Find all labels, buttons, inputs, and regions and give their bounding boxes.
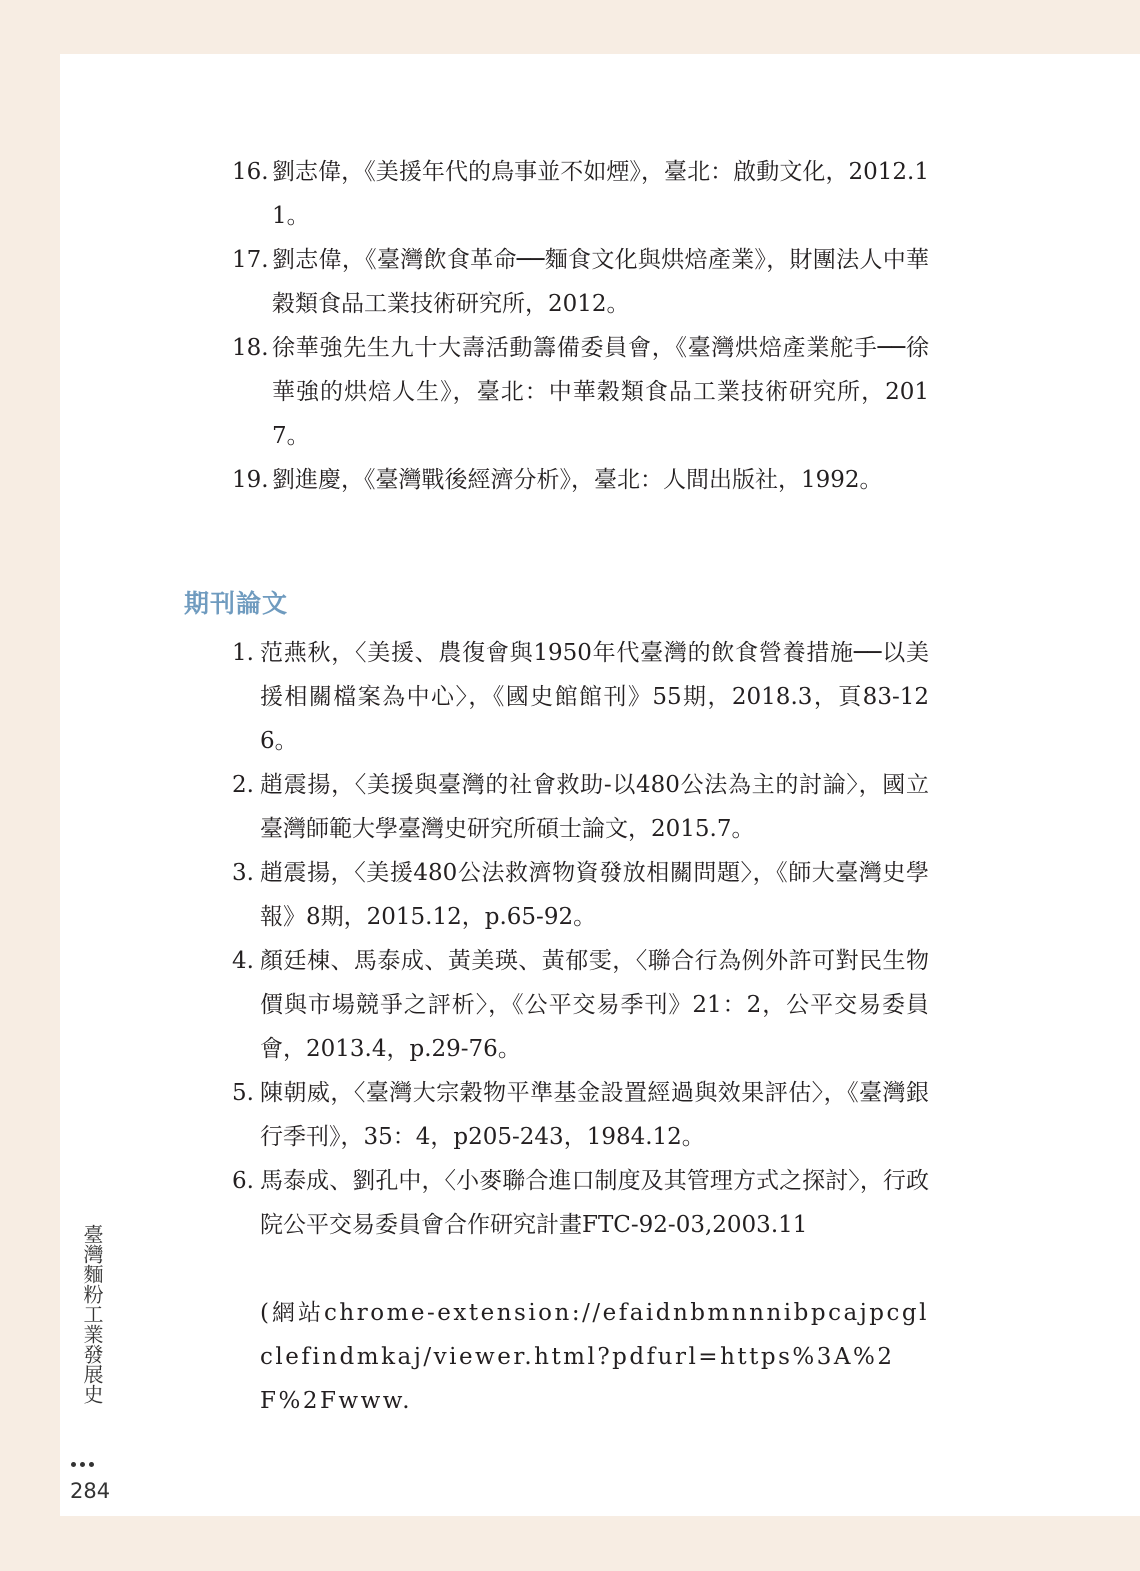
reference-item [232,458,929,546]
book-title-vertical: 臺灣麵粉工業發展史 [80,1224,104,1404]
reference-item [232,1159,929,1414]
reference-text: 馬泰成、劉孔中，〈小麥聯合進口制度及其管理方式之探討〉，行政院公平交易委員會合作研究計畫FTC-92-03,2003.11 [260,1168,929,1238]
reference-text: 劉進慶，《臺灣戰後經濟分析》，臺北：人間出版社，1992。 [272,467,883,493]
reference-number: 3. [232,860,254,886]
reference-number: 17. [232,247,269,273]
reference-item [232,326,929,458]
reference-item [232,1071,929,1159]
reference-text: 趙震揚，〈美援480公法救濟物資發放相關問題〉，《師大臺灣史學報》8期，2015.12，p.65-92。 [260,860,929,930]
page-number: 284 [70,1479,111,1503]
reference-item [232,150,929,238]
dot-ornament [71,1462,76,1467]
reference-number: 2. [232,772,254,798]
reference-url: (網站chrome-extension://efaidnbmnnnibpcajpcglclefindmkaj/viewer.html?pdfurl=https%3A%2F%2Fwww. [260,1300,929,1414]
reference-number: 1. [232,640,254,666]
journal-section-heading: 期刊論文 [184,589,289,618]
reference-text: 劉志偉，《美援年代的鳥事並不如煙》，臺北：啟動文化，2012.11。 [272,159,929,229]
reference-item [232,631,929,763]
reference-item [232,763,929,851]
reference-item [232,851,929,939]
dot-ornament [80,1462,85,1467]
reference-number: 16. [232,159,269,185]
reference-number: 18. [232,335,269,361]
reference-number: 6. [232,1168,254,1194]
reference-number: 19. [232,467,269,493]
reference-text: 徐華強先生九十大壽活動籌備委員會，《臺灣烘焙產業舵手──徐華強的烘焙人生》，臺北：中華穀類食品工業技術研究所，2017。 [272,335,929,449]
reference-item [232,238,929,326]
page-number-dots [71,1462,94,1467]
reference-text: 劉志偉，《臺灣飲食革命──麵食文化與烘焙產業》，財團法人中華穀類食品工業技術研究所，2012。 [272,247,929,317]
reference-item [232,939,929,1071]
reference-text: 顏廷棟、馬泰成、黃美瑛、黃郁雯，〈聯合行為例外許可對民生物價與市場競爭之評析〉，《公平交易季刊》21：2，公平交易委員會，2013.4，p.29-76。 [260,948,929,1062]
reference-text: 范燕秋，〈美援、農復會與1950年代臺灣的飲食營養措施──以美援相關檔案為中心〉，《國史館館刊》55期，2018.3，頁83-126。 [260,640,929,754]
reference-number: 4. [232,948,254,974]
dot-ornament [89,1462,94,1467]
reference-number: 5. [232,1080,254,1106]
reference-text: 陳朝威，〈臺灣大宗穀物平準基金設置經過與效果評估〉，《臺灣銀行季刊》，35：4，p205-243，1984.12。 [260,1080,929,1150]
reference-text: 趙震揚，〈美援與臺灣的社會救助-以480公法為主的討論〉，國立臺灣師範大學臺灣史研究所碩士論文，2015.7。 [260,772,929,842]
